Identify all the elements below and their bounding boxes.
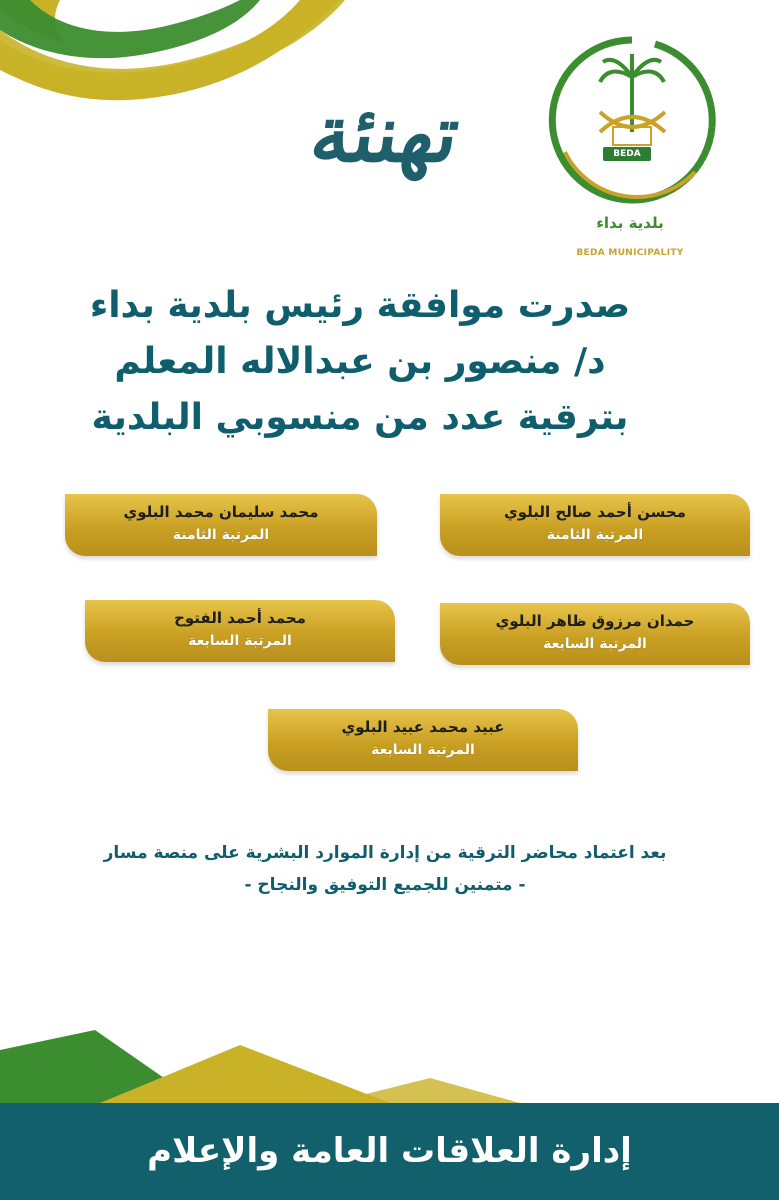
employee-rank: المرتبة الثامنة — [172, 527, 270, 543]
employee-name: عبيد محمد عبيد البلوي — [341, 718, 505, 736]
employee-rank: المرتبة الثامنة — [546, 527, 644, 543]
municipality-logo — [545, 32, 720, 258]
footer-bar — [0, 1103, 779, 1200]
employee-name: محمد سليمان محمد البلوي — [123, 503, 319, 521]
announcement-headline — [60, 278, 660, 446]
headline-line-2: د/ منصور بن عبدالاله المعلم — [114, 341, 606, 382]
promotion-card — [440, 603, 750, 665]
employee-name: محمد أحمد الفتوح — [174, 609, 306, 627]
promotion-card — [440, 494, 750, 556]
promotion-card — [85, 600, 395, 662]
promotion-card — [65, 494, 377, 556]
logo-emblem-icon — [545, 32, 720, 212]
approval-note: بعد اعتماد محاضر الترقية من إدارة الموارد البشرية على منصة مسار — [103, 843, 667, 863]
headline-line-1: صدرت موافقة رئيس بلدية بداء — [89, 285, 631, 326]
employee-name: حمدان مرزوق ظاهر البلوي — [495, 612, 695, 630]
employee-rank: المرتبة السابعة — [543, 636, 647, 652]
promotion-card — [268, 709, 578, 771]
congratulations-title: تهنئة — [305, 89, 465, 180]
employee-name: محسن أحمد صالح البلوي — [504, 503, 686, 521]
headline-line-3: بترقية عدد من منسوبي البلدية — [91, 397, 629, 438]
logo-name-english: BEDA MUNICIPALITY — [576, 248, 684, 258]
wishes-note: - متمنين للجميع التوفيق والنجاح - — [244, 875, 526, 895]
logo-name-arabic: بلدية بداء — [596, 214, 664, 232]
logo-badge: BEDA — [603, 147, 651, 161]
employee-rank: المرتبة السابعة — [371, 742, 475, 758]
department-name: إدارة العلاقات العامة والإعلام — [147, 1131, 632, 1171]
employee-rank: المرتبة السابعة — [188, 633, 292, 649]
